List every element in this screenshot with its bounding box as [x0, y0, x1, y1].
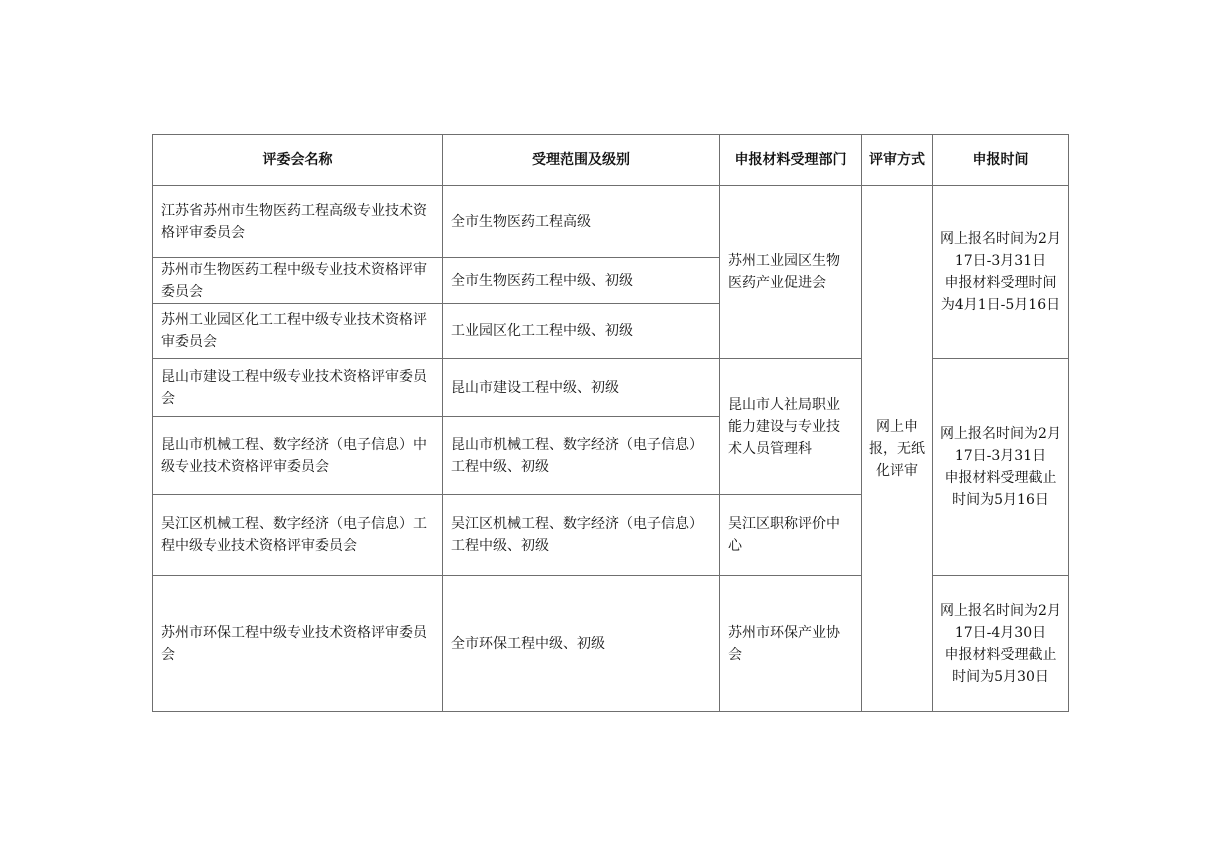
review-committee-table-container [152, 134, 1068, 712]
review-method-cell: 网上申报，无纸化评审 [862, 186, 933, 712]
scope-cell: 全市生物医药工程高级 [443, 186, 720, 258]
scope-cell: 昆山市机械工程、数字经济（电子信息）工程中级、初级 [443, 417, 720, 495]
table-row [153, 186, 1069, 258]
online-registration-time: 网上报名时间为2月17日-3月31日 [940, 231, 1061, 269]
header-review-method: 评审方式 [862, 135, 933, 186]
committee-name-cell: 吴江区机械工程、数字经济（电子信息）工程中级专业技术资格评审委员会 [153, 495, 443, 576]
committee-name-cell: 江苏省苏州市生物医药工程高级专业技术资格评审委员会 [153, 186, 443, 258]
online-registration-time: 网上报名时间为2月17日-3月31日 [940, 426, 1061, 464]
committee-name-cell: 苏州市生物医药工程中级专业技术资格评审委员会 [153, 258, 443, 304]
scope-cell: 吴江区机械工程、数字经济（电子信息）工程中级、初级 [443, 495, 720, 576]
online-registration-time: 网上报名时间为2月17日-4月30日 [940, 602, 1061, 641]
apply-time-cell [933, 576, 1069, 712]
header-apply-time: 申报时间 [933, 135, 1069, 186]
committee-name-cell: 昆山市机械工程、数字经济（电子信息）中级专业技术资格评审委员会 [153, 417, 443, 495]
scope-cell: 昆山市建设工程中级、初级 [443, 359, 720, 417]
committee-name-cell: 昆山市建设工程中级专业技术资格评审委员会 [153, 359, 443, 417]
committee-name-cell: 苏州市环保工程中级专业技术资格评审委员会 [153, 576, 443, 712]
header-scope-level: 受理范围及级别 [443, 135, 720, 186]
material-acceptance-time: 申报材料受理时间为4月1日-5月16日 [940, 275, 1061, 313]
review-committee-table [152, 134, 1069, 712]
department-cell: 吴江区职称评价中心 [720, 495, 862, 576]
material-deadline-time: 申报材料受理截止时间为5月30日 [944, 646, 1057, 685]
scope-cell: 全市环保工程中级、初级 [443, 576, 720, 712]
material-deadline-time: 申报材料受理截止时间为5月16日 [944, 470, 1057, 508]
apply-time-cell [933, 359, 1069, 576]
header-committee-name: 评委会名称 [153, 135, 443, 186]
header-department: 申报材料受理部门 [720, 135, 862, 186]
department-cell: 昆山市人社局职业能力建设与专业技术人员管理科 [720, 359, 862, 495]
department-cell: 苏州工业园区生物医药产业促进会 [720, 186, 862, 359]
apply-time-cell [933, 186, 1069, 359]
scope-cell: 全市生物医药工程中级、初级 [443, 258, 720, 304]
table-header-row [153, 135, 1069, 186]
department-cell: 苏州市环保产业协会 [720, 576, 862, 712]
committee-name-cell: 苏州工业园区化工工程中级专业技术资格评审委员会 [153, 304, 443, 359]
scope-cell: 工业园区化工工程中级、初级 [443, 304, 720, 359]
